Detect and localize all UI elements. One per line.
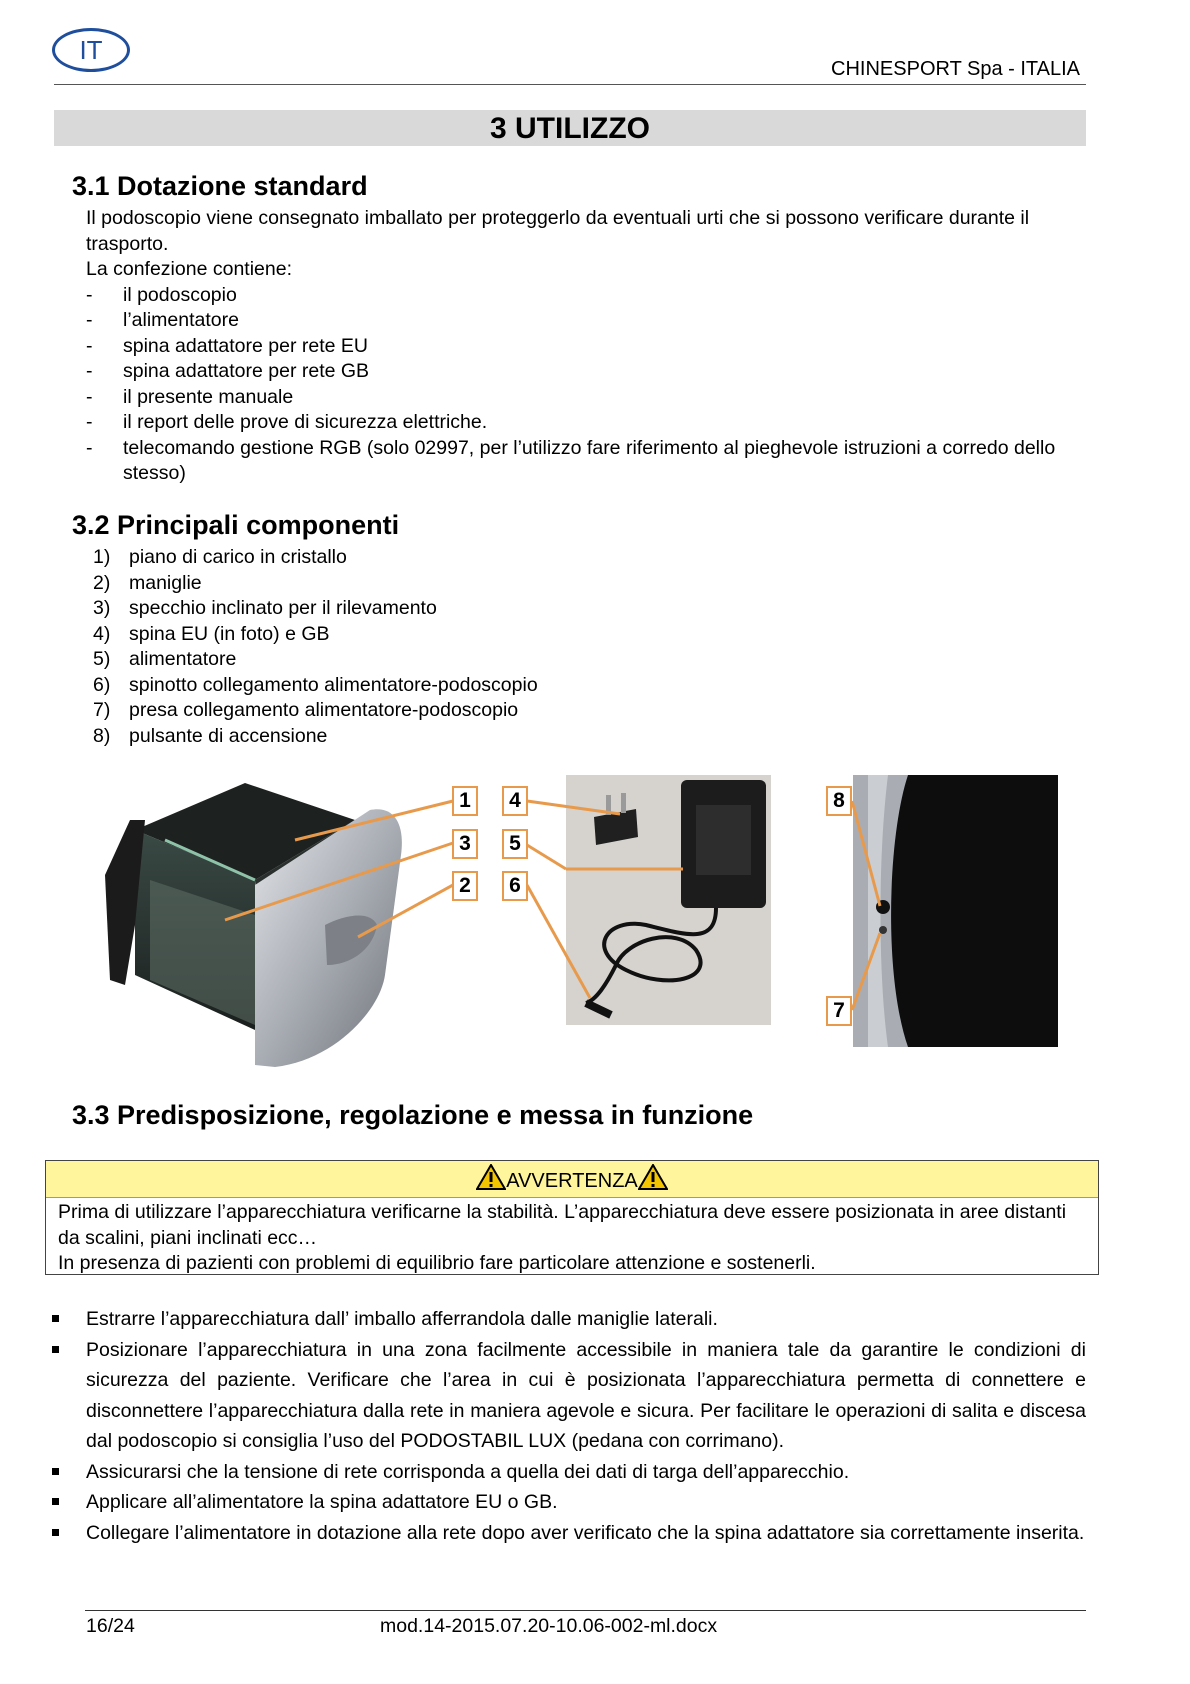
list-item: 3) specchio inclinato per il rilevamento <box>93 597 437 619</box>
list-item: Estrarre l’apparecchiatura dall’ imballo afferrandola dalle maniglie laterali. <box>50 1304 1086 1335</box>
warning-header <box>46 1161 1098 1198</box>
callout-5: 5 <box>502 829 528 859</box>
section-heading-3-3: 3.3 Predisposizione, regolazione e messa in funzione <box>72 1100 754 1130</box>
section-heading-3-2: 3.2 Principali componenti <box>72 510 400 540</box>
warning-triangle-icon <box>638 1164 668 1190</box>
callout-3: 3 <box>452 829 478 859</box>
callout-6: 6 <box>502 871 528 901</box>
section-3-1-intro: Il podoscopio viene consegnato imballato per proteggerlo da eventuali urti che si possono verificare durante il trasporto. <box>86 207 1030 255</box>
callout-1: 1 <box>452 786 478 816</box>
callout-8: 8 <box>826 786 852 816</box>
list-item: - telecomando gestione RGB (solo 02997, per l’utilizzo fare riferimento al pieghevole istruzioni a corredo dello stesso) <box>86 436 1056 484</box>
list-item: 4) spina EU (in foto) e GB <box>93 622 330 645</box>
callout-2: 2 <box>452 871 478 901</box>
language-badge: IT <box>52 28 130 72</box>
list-item: - il report delle prove di sicurezza elettriche. <box>86 411 488 433</box>
list-item: Posizionare l’apparecchiatura in una zona facilmente accessibile in maniera tale da garantire le condizioni di sicurezza del paziente. Verificare che l’area in cui è posizionata l’apparecchiatura permetta di connettere e disconnettere l’apparecchiatura dalla rete in maniera agevole e sicura. Per facilitare le operazioni di salita e discesa dal podoscopio si consiglia l’uso del PODOSTABIL LUX (pedana con corrimano). <box>50 1335 1086 1457</box>
setup-instructions <box>50 1304 1086 1548</box>
callout-7: 7 <box>826 996 852 1026</box>
callout-4: 4 <box>502 786 528 816</box>
list-item: Collegare l’alimentatore in dotazione alla rete dopo aver verificato che la spina adattatore sia correttamente inserita. <box>50 1518 1086 1549</box>
list-item: 5) alimentatore <box>93 648 237 670</box>
list-item: Assicurarsi che la tensione di rete corrisponda a quella dei dati di targa dell’apparecchio. <box>50 1457 1086 1488</box>
list-item: Applicare all’alimentatore la spina adattatore EU o GB. <box>50 1487 1086 1518</box>
list-item: - il presente manuale <box>86 385 294 408</box>
company-name: CHINESPORT Spa - ITALIA <box>831 58 1080 80</box>
chapter-title: 3 UTILIZZO <box>54 110 1086 146</box>
list-item: 1) piano di carico in cristallo <box>93 546 347 568</box>
warning-triangle-icon <box>476 1164 506 1190</box>
warning-box <box>45 1160 1099 1275</box>
section-3-1-contents-label: La confezione contiene: <box>86 258 292 280</box>
list-item: - il podoscopio <box>86 283 237 306</box>
page-number: 16/24 <box>86 1615 135 1637</box>
warning-title: AVVERTENZA <box>506 1170 638 1192</box>
warning-line: In presenza di pazienti con problemi di equilibrio fare particolare attenzione e sostenerli. <box>58 1252 816 1274</box>
footer-divider <box>85 1610 1086 1611</box>
list-item: - l’alimentatore <box>86 309 239 331</box>
list-item: 7) presa collegamento alimentatore-podoscopio <box>93 699 519 721</box>
section-heading-3-1: 3.1 Dotazione standard <box>72 171 368 201</box>
list-item: - spina adattatore per rete EU <box>86 334 368 357</box>
list-item: 8) pulsante di accensione <box>93 724 328 747</box>
document-id: mod.14-2015.07.20-10.06-002-ml.docx <box>380 1615 718 1637</box>
list-item: 6) spinotto collegamento alimentatore-podoscopio <box>93 673 538 696</box>
list-item: - spina adattatore per rete GB <box>86 360 370 382</box>
setup-bullet-list <box>50 1304 1086 1548</box>
list-item: 2) maniglie <box>93 571 202 594</box>
warning-line: Prima di utilizzare l’apparecchiatura verificarne la stabilità. L’apparecchiatura deve essere posizionata in aree distanti da scalini, piani inclinati ecc… <box>58 1201 1067 1249</box>
warning-body <box>46 1198 1098 1277</box>
